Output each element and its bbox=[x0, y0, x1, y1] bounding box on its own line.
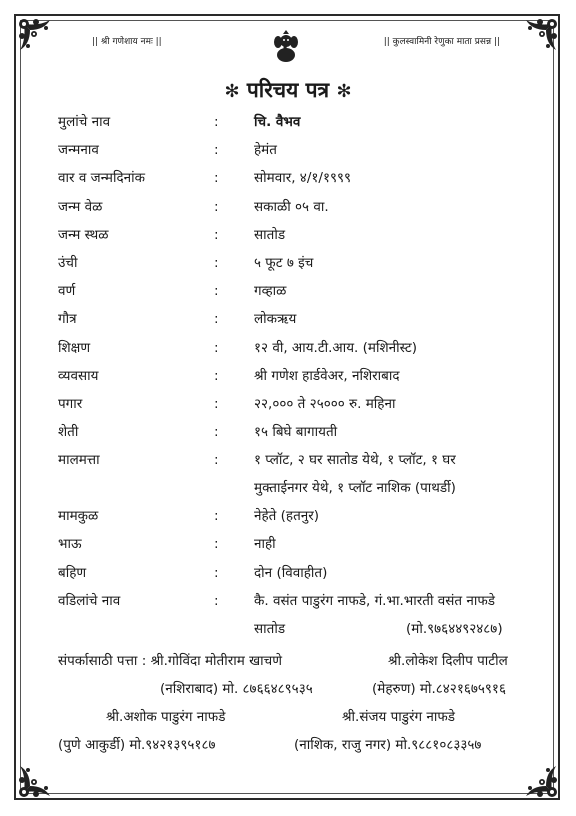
contact-section bbox=[58, 651, 282, 669]
biodata-fields bbox=[58, 108, 558, 643]
page-title bbox=[0, 76, 576, 104]
floral-corner-icon bbox=[16, 16, 58, 58]
field-row-birth-name bbox=[58, 136, 558, 164]
field-label: उंची bbox=[58, 254, 78, 271]
field-value: नाही bbox=[254, 536, 276, 553]
field-row-brother bbox=[58, 530, 558, 558]
star-icon: ✻ bbox=[224, 81, 240, 102]
field-value: चि. वैभव bbox=[254, 114, 301, 130]
field-colon: : bbox=[214, 536, 219, 553]
father-phone: (मो.९७६४४९२४८७) bbox=[406, 620, 503, 637]
field-label: मालमत्ता bbox=[58, 452, 100, 469]
field-row-education bbox=[58, 334, 558, 362]
field-label: जन्मनाव bbox=[58, 142, 99, 159]
field-row-height bbox=[58, 249, 558, 277]
field-value: नेहेते (हतनुर) bbox=[254, 508, 320, 525]
field-value: १ प्लॉट, २ घर सातोड येथे, १ प्लॉट, १ घर bbox=[254, 452, 456, 469]
contact-person4-name: श्री.संजय पाडुरंग नाफडे bbox=[342, 709, 456, 725]
contact-person3-name: श्री.अशोक पाडुरंग नाफडे bbox=[106, 709, 226, 725]
contact-person3-phone: (पुणे आकुर्डी) मो.९४२१३९५१८७ bbox=[58, 737, 216, 753]
field-value: लोकऋय bbox=[254, 311, 297, 328]
field-row-maternal-family bbox=[58, 502, 558, 530]
field-row-father-name bbox=[58, 587, 558, 643]
floral-corner-icon bbox=[518, 16, 560, 58]
field-label: वडिलांचे नाव bbox=[58, 592, 121, 609]
contact-person4-phone: (नाशिक, राजु नगर) मो.९८८१०८३३५७ bbox=[294, 737, 482, 753]
contact-person1-name: श्री.गोविंदा मोतीराम खाचणे bbox=[150, 653, 282, 669]
field-label: मुलांचे नाव bbox=[58, 114, 111, 130]
field-row-occupation bbox=[58, 362, 558, 390]
field-value: दोन (विवाहीत) bbox=[254, 564, 328, 581]
contact-label: संपर्कासाठी पत्ता bbox=[58, 653, 138, 669]
field-value-line2: मुक्ताईनगर येथे, १ प्लॉट नाशिक (पाथर्डी) bbox=[254, 480, 456, 497]
field-value: २२,००० ते २५००० रु. महिना bbox=[254, 395, 396, 412]
field-colon: : bbox=[214, 564, 219, 581]
field-label: मामकुळ bbox=[58, 508, 99, 525]
field-value: श्री गणेश हार्डवेअर, नशिराबाद bbox=[254, 367, 400, 384]
field-colon: : bbox=[214, 254, 219, 271]
field-label: जन्म स्थळ bbox=[58, 226, 109, 243]
field-label: शेती bbox=[58, 424, 79, 441]
ganesha-icon bbox=[272, 30, 300, 64]
contact-colon: : bbox=[141, 653, 147, 669]
field-label: वार व जन्मदिनांक bbox=[58, 170, 146, 187]
contact-person1-phone: (नशिराबाद) मो. ८७६६४८९५३५ bbox=[160, 681, 313, 697]
field-colon: : bbox=[214, 367, 219, 384]
field-value-line2: सातोड bbox=[254, 620, 286, 637]
field-row-birth-time bbox=[58, 193, 558, 221]
field-value: सकाळी ०५ वा. bbox=[254, 198, 329, 215]
field-value: १५ बिघे बागायती bbox=[254, 424, 338, 441]
field-row-gotra bbox=[58, 305, 558, 333]
field-value: ५ फूट ७ इंच bbox=[254, 254, 314, 271]
field-value: सोमवार, ४/१/१९९९ bbox=[254, 170, 352, 187]
field-value: कै. वसंत पाडुरंग नाफडे, गं.भा.भारती वसंत नाफडे bbox=[254, 592, 495, 609]
star-icon: ✻ bbox=[336, 81, 352, 102]
right-invocation: || कुलस्वामिनी रेणुका माता प्रसन्न || bbox=[383, 37, 500, 47]
field-colon: : bbox=[214, 198, 219, 215]
field-colon: : bbox=[214, 114, 219, 130]
field-colon: : bbox=[214, 339, 219, 356]
floral-corner-icon bbox=[16, 758, 58, 800]
field-colon: : bbox=[214, 283, 219, 300]
field-colon: : bbox=[214, 508, 219, 525]
field-row-name bbox=[58, 108, 558, 136]
field-colon: : bbox=[214, 452, 219, 469]
contact-person2-phone: (मेहरुण) मो.८४२१६७५९१६ bbox=[372, 681, 506, 697]
field-row-birth-place bbox=[58, 221, 558, 249]
field-colon: : bbox=[214, 170, 219, 187]
field-row-salary bbox=[58, 390, 558, 418]
field-row-farm bbox=[58, 418, 558, 446]
field-row-sister bbox=[58, 559, 558, 587]
title-text: परिचय पत्र bbox=[246, 78, 330, 102]
field-label: व्यवसाय bbox=[58, 367, 99, 384]
field-value: सातोड bbox=[254, 226, 286, 243]
contact-person2-name: श्री.लोकेश दिलीप पाटील bbox=[388, 653, 508, 669]
field-label: बहिण bbox=[58, 564, 87, 581]
field-colon: : bbox=[214, 142, 219, 159]
field-row-birth-date bbox=[58, 164, 558, 192]
field-label: जन्म वेळ bbox=[58, 198, 103, 215]
field-value: हेमंत bbox=[254, 142, 277, 159]
field-colon: : bbox=[214, 424, 219, 441]
field-colon: : bbox=[214, 311, 219, 328]
field-row-property bbox=[58, 446, 558, 502]
field-label: गौत्र bbox=[58, 311, 77, 328]
field-label: वर्ण bbox=[58, 283, 76, 300]
field-colon: : bbox=[214, 592, 219, 609]
field-value: गव्हाळ bbox=[254, 283, 287, 300]
floral-corner-icon bbox=[518, 758, 560, 800]
field-row-complexion bbox=[58, 277, 558, 305]
field-value: १२ वी, आय.टी.आय. (मशिनीस्ट) bbox=[254, 339, 417, 356]
field-colon: : bbox=[214, 395, 219, 412]
field-label: भाऊ bbox=[58, 536, 82, 553]
field-label: शिक्षण bbox=[58, 339, 91, 356]
field-colon: : bbox=[214, 226, 219, 243]
left-invocation: || श्री गणेशाय नमः || bbox=[92, 37, 162, 47]
field-label: पगार bbox=[58, 395, 83, 412]
